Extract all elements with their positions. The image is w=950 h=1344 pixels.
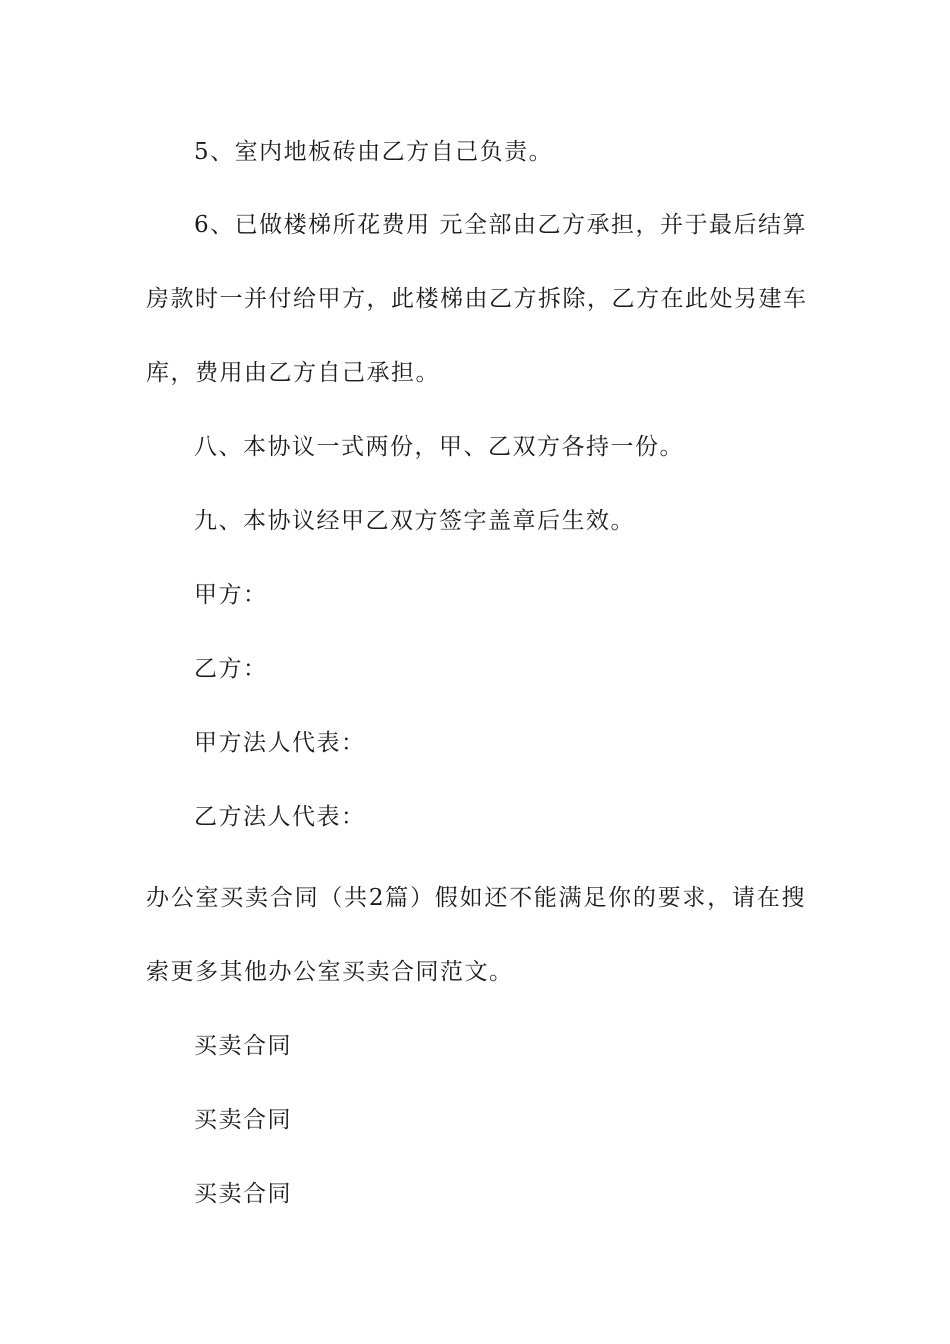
clause-6-line-2: 房款时一并付给甲方，此楼梯由乙方拆除，乙方在此处另建车: [146, 286, 808, 312]
related-title-2: 买卖合同: [194, 1107, 292, 1133]
party-b-representative-label: 乙方法人代表：: [194, 804, 366, 830]
article-8: 八、本协议一式两份，甲、乙双方各持一份。: [194, 434, 684, 460]
related-title-1: 买卖合同: [194, 1033, 292, 1059]
footer-note-line-2: 索更多其他办公室买卖合同范文。: [146, 959, 514, 985]
clause-5: 5、室内地板砖由乙方自己负责。: [194, 139, 554, 165]
clause-6-line-3: 库，费用由乙方自己承担。: [146, 360, 440, 386]
footer-note-line-1: 办公室买卖合同（共2篇）假如还不能满足你的要求，请在搜: [146, 885, 806, 911]
article-9: 九、本协议经甲乙双方签字盖章后生效。: [194, 508, 635, 534]
party-b-label: 乙方：: [194, 656, 268, 682]
party-a-label: 甲方：: [194, 582, 268, 608]
party-a-representative-label: 甲方法人代表：: [194, 730, 366, 756]
clause-6-line-1: 6、已做楼梯所花费用 元全部由乙方承担，并于最后结算: [194, 212, 807, 238]
related-title-3: 买卖合同: [194, 1181, 292, 1207]
